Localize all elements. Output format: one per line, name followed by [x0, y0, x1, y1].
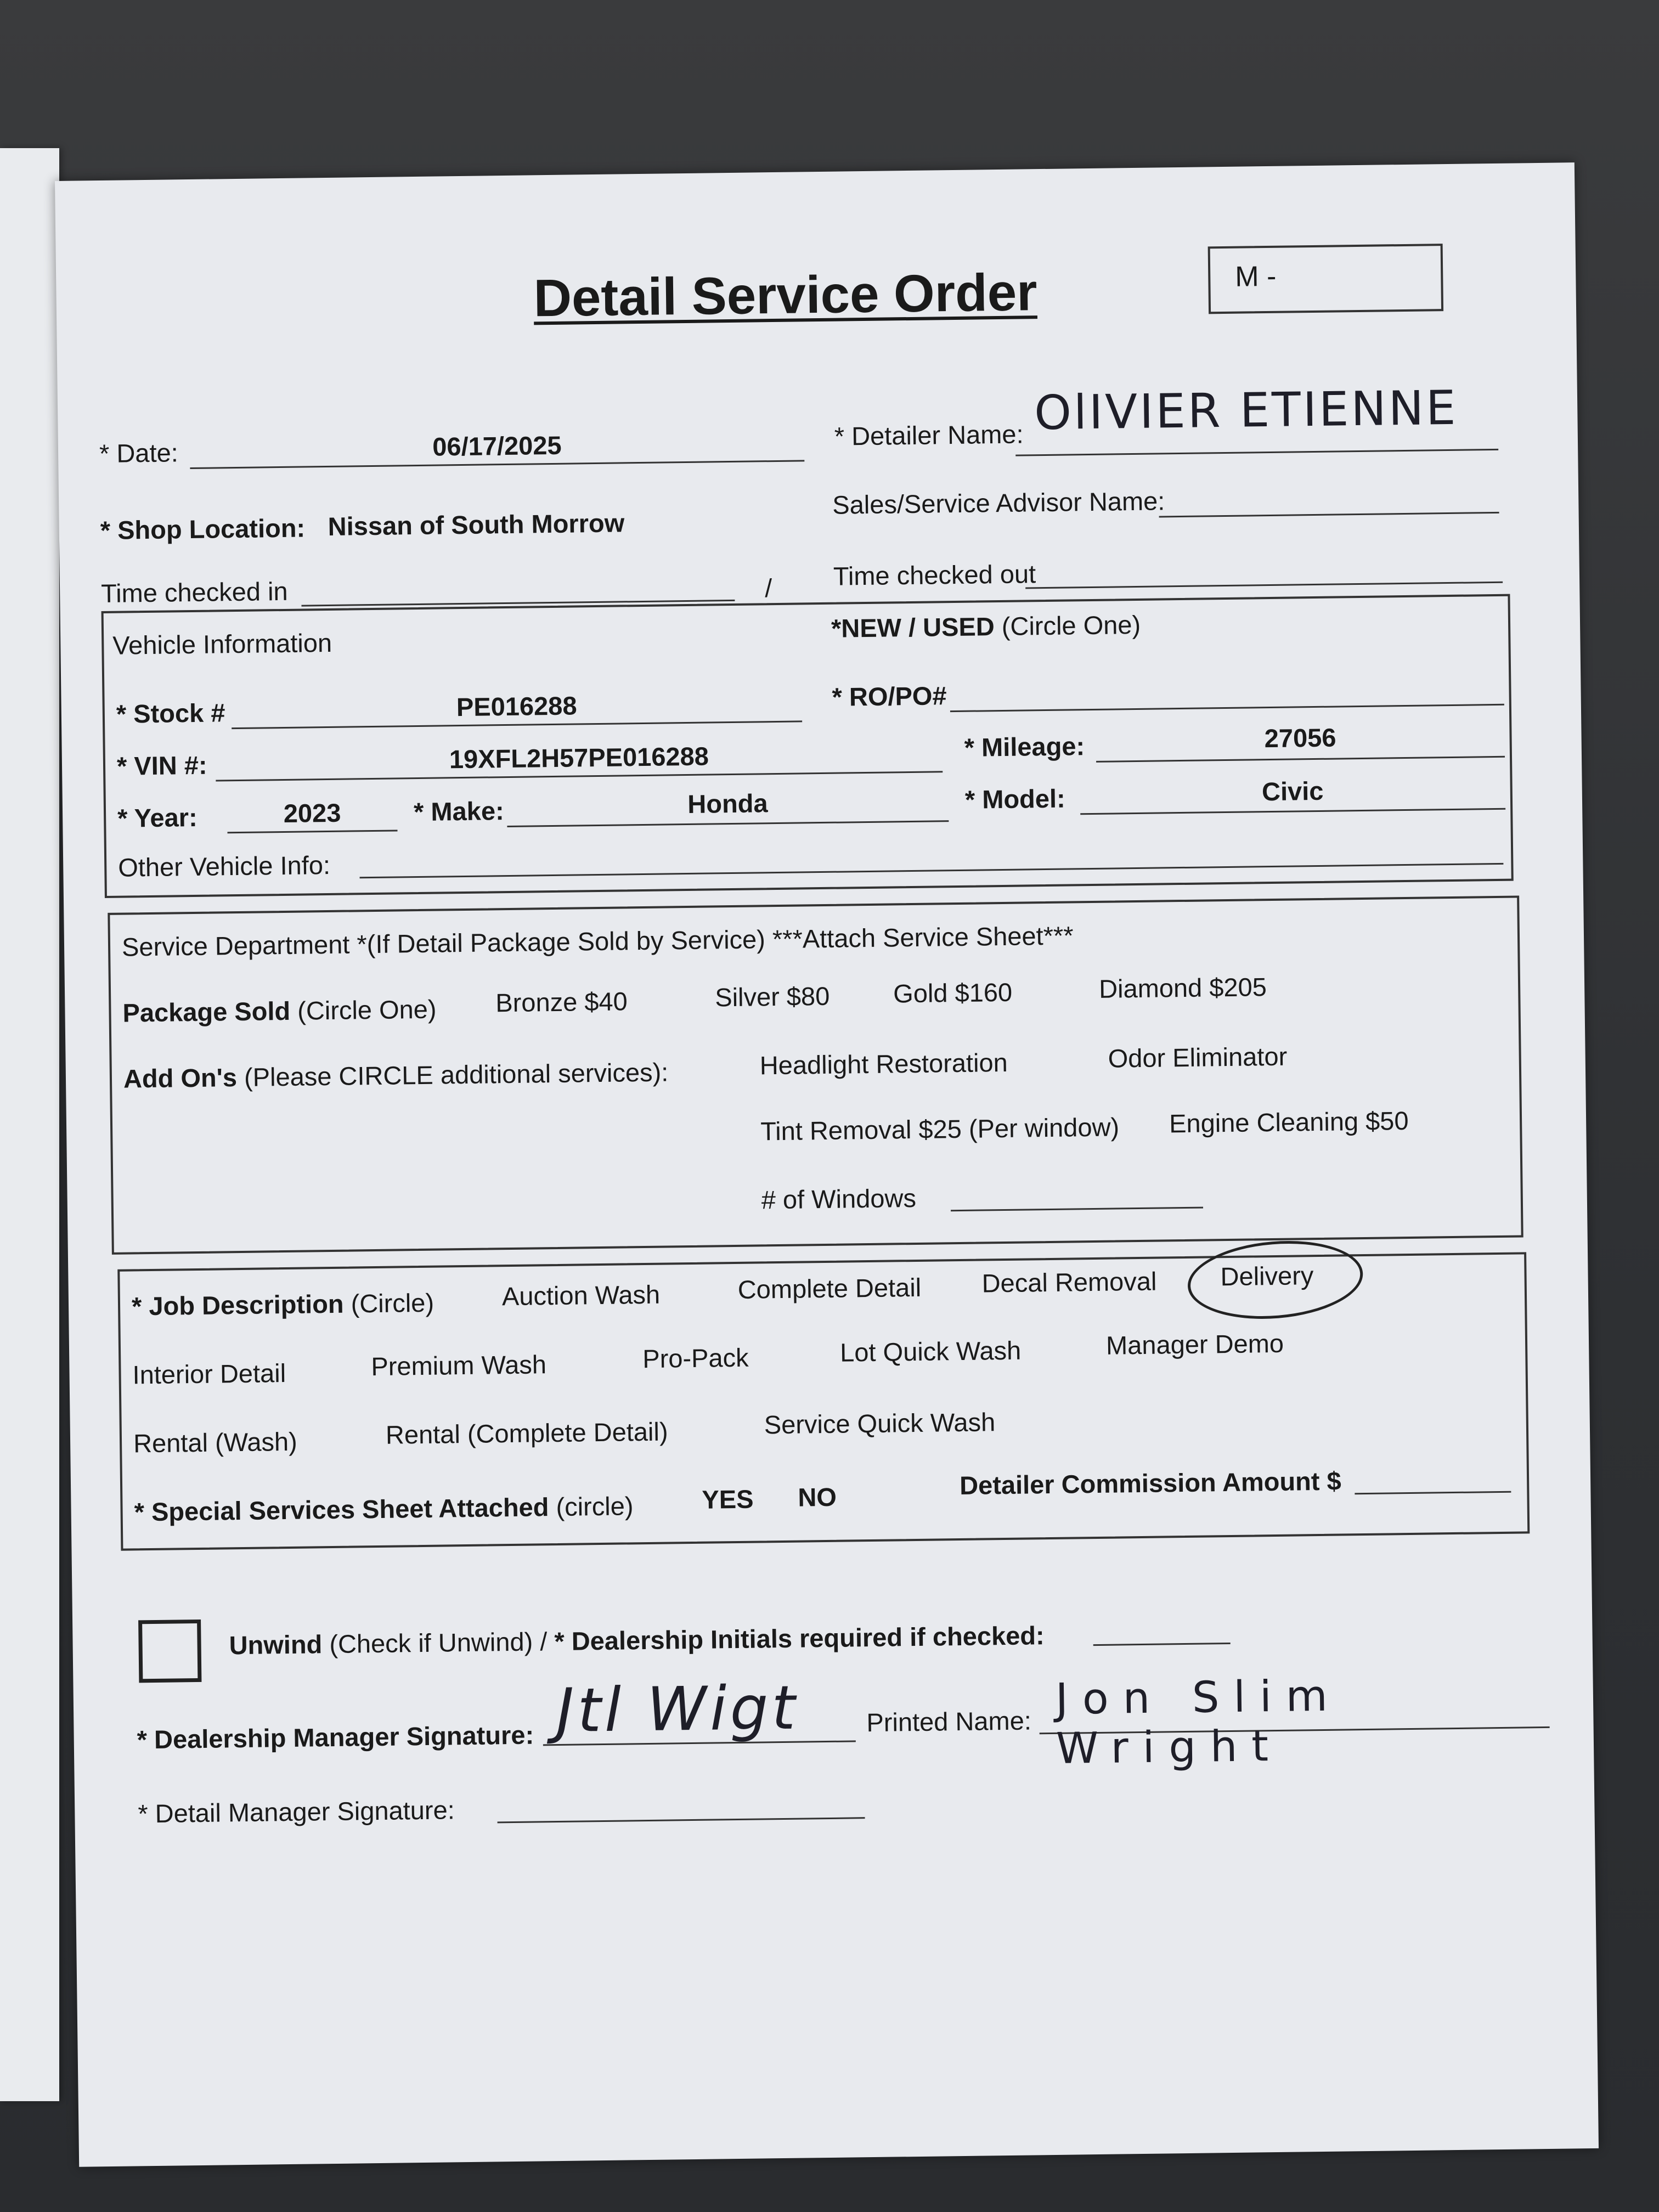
- service-department-header: Service Department *(If Detail Package Sold by Service) ***Attach Service Sheet***: [121, 921, 1074, 962]
- mileage-label: * Mileage:: [964, 731, 1085, 762]
- date-label: * Date:: [99, 438, 179, 469]
- detailer-name-label: * Detailer Name:: [834, 419, 1024, 451]
- special-yes-option[interactable]: YES: [702, 1484, 754, 1514]
- commission-label: Detailer Commission Amount $: [959, 1466, 1341, 1500]
- ro-po-label: * RO/PO#: [832, 681, 947, 712]
- year-value: 2023: [283, 798, 341, 828]
- detail-manager-signature-field[interactable]: [498, 1817, 865, 1823]
- package-sold-note: (Circle One): [297, 994, 437, 1025]
- addon-tint-removal[interactable]: Tint Removal $25 (Per window): [760, 1112, 1120, 1146]
- mileage-value: 27056: [1264, 723, 1336, 753]
- adjacent-paper-sheet: [0, 148, 59, 2101]
- package-sold-label: Package Sold: [122, 996, 291, 1028]
- advisor-name-label: Sales/Service Advisor Name:: [832, 486, 1165, 520]
- m-number-label: M -: [1234, 260, 1277, 293]
- detail-manager-signature-label: * Detail Manager Signature:: [138, 1795, 455, 1829]
- new-used-note: (Circle One): [1001, 610, 1141, 641]
- model-label: * Model:: [964, 783, 1065, 814]
- addon-odor-eliminator[interactable]: Odor Eliminator: [1108, 1041, 1288, 1073]
- advisor-name-field[interactable]: [1159, 512, 1499, 518]
- dealership-manager-signature: Jtl Wigt: [556, 1672, 799, 1746]
- job-decal-removal[interactable]: Decal Removal: [981, 1266, 1157, 1298]
- job-premium-wash[interactable]: Premium Wash: [371, 1350, 547, 1381]
- package-silver[interactable]: Silver $80: [714, 981, 830, 1012]
- other-info-label: Other Vehicle Info:: [117, 850, 331, 882]
- detailer-name-handwritten: OlIVIER ETIENNE: [1034, 380, 1459, 441]
- initials-field[interactable]: [1093, 1643, 1231, 1646]
- time-in-label: Time checked in: [100, 576, 288, 608]
- job-service-quick-wash[interactable]: Service Quick Wash: [764, 1407, 996, 1440]
- shop-location-label: * Shop Location:: [100, 513, 306, 545]
- make-label: * Make:: [413, 796, 504, 827]
- printed-name-handwritten: Jon Slim Wright: [1055, 1671, 1342, 1774]
- new-used-option[interactable]: *NEW / USED: [831, 612, 995, 643]
- model-value: Civic: [1261, 776, 1324, 806]
- unwind-label: Unwind: [229, 1629, 323, 1660]
- job-description-label: * Job Description: [131, 1289, 344, 1321]
- add-ons-label: Add On's: [123, 1063, 238, 1093]
- detailer-name-field[interactable]: [1015, 449, 1498, 456]
- date-value: 06/17/2025: [432, 430, 562, 461]
- package-bronze[interactable]: Bronze $40: [495, 986, 628, 1018]
- stock-label: * Stock #: [116, 698, 225, 729]
- vin-value: 19XFL2H57PE016288: [449, 741, 709, 774]
- shop-location-value: Nissan of South Morrow: [328, 508, 625, 541]
- special-services-label: * Special Services Sheet Attached: [134, 1492, 549, 1527]
- vehicle-info-heading: Vehicle Information: [112, 628, 332, 660]
- windows-count-label: # of Windows: [761, 1183, 917, 1215]
- job-pro-pack[interactable]: Pro-Pack: [642, 1342, 749, 1374]
- unwind-checkbox[interactable]: [138, 1620, 201, 1683]
- time-out-field[interactable]: [1025, 582, 1503, 589]
- time-slash: /: [764, 573, 772, 603]
- printed-name-label: Printed Name:: [866, 1706, 1032, 1737]
- form-title: Detail Service Order: [533, 263, 1038, 328]
- time-out-label: Time checked out: [833, 559, 1036, 591]
- package-gold[interactable]: Gold $160: [893, 977, 1013, 1008]
- unwind-note: (Check if Unwind) /: [329, 1627, 548, 1659]
- detail-service-order-form: [55, 162, 1599, 2167]
- job-rental-wash[interactable]: Rental (Wash): [133, 1426, 298, 1458]
- special-services-note: (circle): [556, 1491, 634, 1522]
- m-number-box[interactable]: [1208, 244, 1443, 314]
- make-value: Honda: [687, 788, 768, 819]
- addon-engine-cleaning[interactable]: Engine Cleaning $50: [1169, 1105, 1409, 1138]
- job-delivery[interactable]: Delivery: [1220, 1261, 1314, 1291]
- job-interior-detail[interactable]: Interior Detail: [132, 1358, 286, 1390]
- job-manager-demo[interactable]: Manager Demo: [1105, 1328, 1284, 1360]
- job-lot-quick-wash[interactable]: Lot Quick Wash: [839, 1335, 1022, 1367]
- year-label: * Year:: [117, 802, 198, 833]
- special-no-option[interactable]: NO: [798, 1482, 837, 1512]
- dealership-manager-signature-label: * Dealership Manager Signature:: [137, 1720, 534, 1754]
- job-description-note: (Circle): [351, 1288, 435, 1318]
- stock-value: PE016288: [456, 691, 577, 722]
- package-diamond[interactable]: Diamond $205: [1098, 972, 1267, 1003]
- addon-headlight-restoration[interactable]: Headlight Restoration: [759, 1047, 1008, 1080]
- initials-label: * Dealership Initials required if checked:: [554, 1621, 1045, 1656]
- job-auction-wash[interactable]: Auction Wash: [501, 1279, 661, 1311]
- vin-label: * VIN #:: [116, 750, 207, 781]
- job-rental-complete-detail[interactable]: Rental (Complete Detail): [385, 1417, 668, 1449]
- job-complete-detail[interactable]: Complete Detail: [737, 1272, 922, 1304]
- add-ons-note: (Please CIRCLE additional services):: [244, 1057, 669, 1092]
